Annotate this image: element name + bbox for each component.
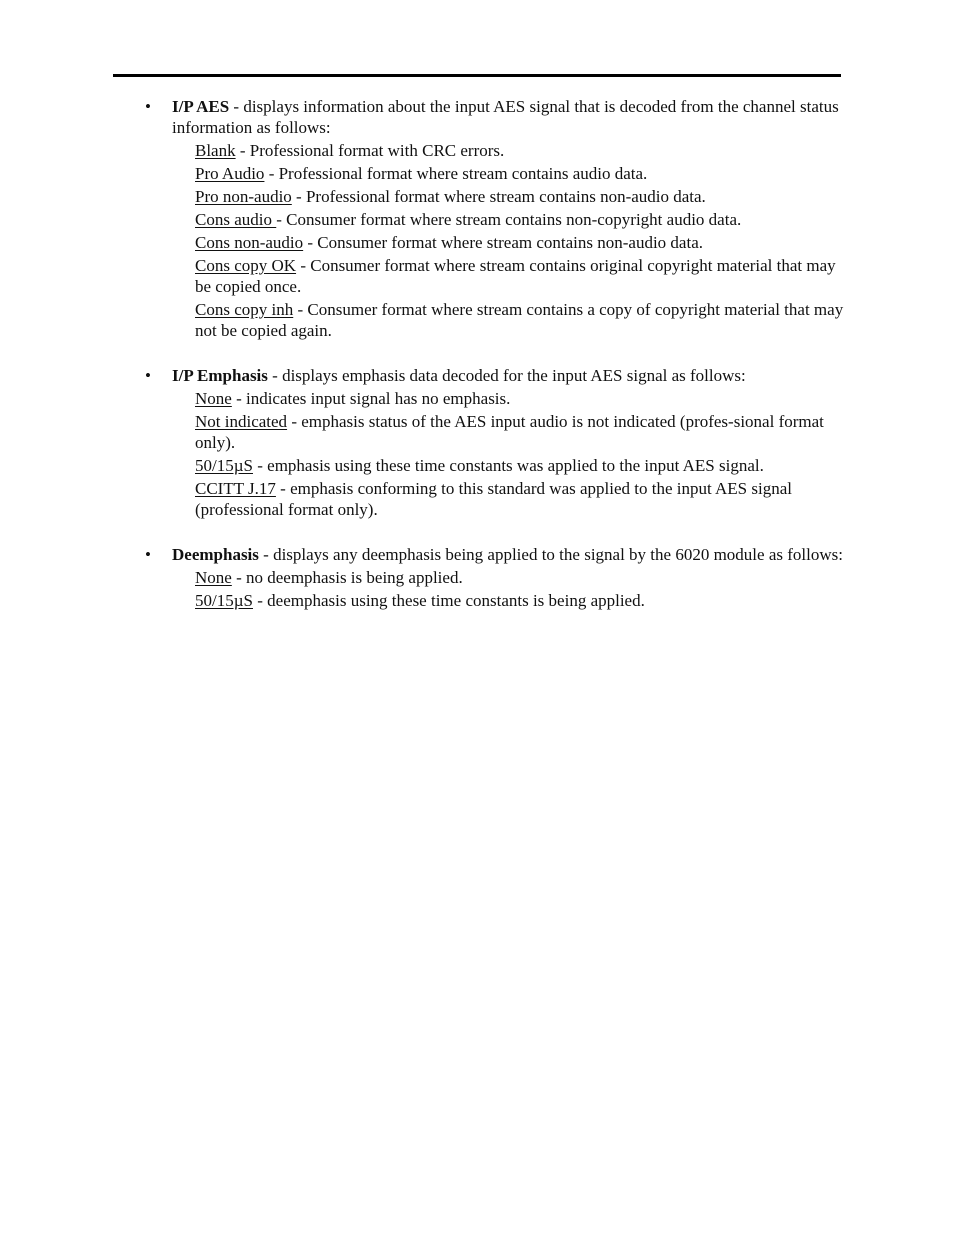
- section-deemphasis: [145, 544, 845, 611]
- section-term: I/P AES: [172, 97, 230, 116]
- option-label: 50/15µS: [195, 456, 253, 475]
- option-label: 50/15µS: [195, 591, 253, 610]
- list-item: [195, 478, 845, 520]
- list-item: [195, 232, 845, 253]
- option-label: Blank: [195, 141, 236, 160]
- section-intro: [172, 544, 845, 565]
- option-description: - emphasis status of the AES input audio is not indicated (profes-sional format only).: [195, 412, 824, 452]
- list-item: [195, 388, 845, 409]
- list-item: [195, 455, 845, 476]
- header-rule: [113, 74, 841, 77]
- list-item: [195, 567, 845, 588]
- section-intro: [172, 365, 845, 386]
- option-label: Pro Audio: [195, 164, 265, 183]
- list-item: [195, 411, 845, 453]
- option-label: Cons audio: [195, 210, 277, 229]
- option-description: - emphasis conforming to this standard was applied to the input AES signal (professional format only).: [195, 479, 792, 519]
- option-description: - Consumer format where stream contains non-audio data.: [303, 233, 703, 252]
- option-description: - Professional format where stream contains non-audio data.: [291, 187, 706, 206]
- option-description: - emphasis using these time constants was applied to the input AES signal.: [252, 456, 764, 475]
- option-label: Cons non-audio: [195, 233, 304, 252]
- list-item: [195, 255, 845, 297]
- option-label: CCITT J.17: [195, 479, 276, 498]
- list-item: [195, 590, 845, 611]
- option-label: Not indicated: [195, 412, 288, 431]
- section-intro: [172, 96, 845, 138]
- section-ip-emphasis: [145, 365, 845, 520]
- option-label: Pro non-audio: [195, 187, 292, 206]
- list-item: [195, 299, 845, 341]
- option-description: - Consumer format where stream contains a copy of copyright material that may not be copied again.: [195, 300, 844, 340]
- list-item: [195, 186, 845, 207]
- option-description: - indicates input signal has no emphasis.: [231, 389, 511, 408]
- section-description: - displays any deemphasis being applied to the signal by the 6020 module as follows:: [258, 545, 843, 564]
- document-body: [145, 96, 845, 635]
- option-description: - Consumer format where stream contains non-copyright audio data.: [276, 210, 742, 229]
- option-label: None: [195, 568, 232, 587]
- list-item: [195, 163, 845, 184]
- section-description: - displays information about the input AES signal that is decoded from the channel status information as follows:: [172, 97, 839, 137]
- section-term: Deemphasis: [172, 545, 259, 564]
- option-list: [195, 567, 845, 611]
- section-description: - displays emphasis data decoded for the input AES signal as follows:: [267, 366, 746, 385]
- option-label: Cons copy OK: [195, 256, 297, 275]
- option-label: None: [195, 389, 232, 408]
- option-label: Cons copy inh: [195, 300, 294, 319]
- option-description: - deemphasis using these time constants is being applied.: [252, 591, 645, 610]
- bullet-icon: •: [145, 545, 151, 564]
- option-description: - Consumer format where stream contains original copyright material that may be copied once.: [195, 256, 836, 296]
- option-description: - Professional format where stream contains audio data.: [264, 164, 648, 183]
- option-list: [195, 140, 845, 341]
- option-description: - Professional format with CRC errors.: [235, 141, 505, 160]
- option-description: - no deemphasis is being applied.: [231, 568, 463, 587]
- list-item: [195, 209, 845, 230]
- bullet-icon: •: [145, 366, 151, 385]
- option-list: [195, 388, 845, 520]
- bullet-icon: •: [145, 97, 151, 116]
- list-item: [195, 140, 845, 161]
- section-ip-aes: [145, 96, 845, 341]
- section-term: I/P Emphasis: [172, 366, 268, 385]
